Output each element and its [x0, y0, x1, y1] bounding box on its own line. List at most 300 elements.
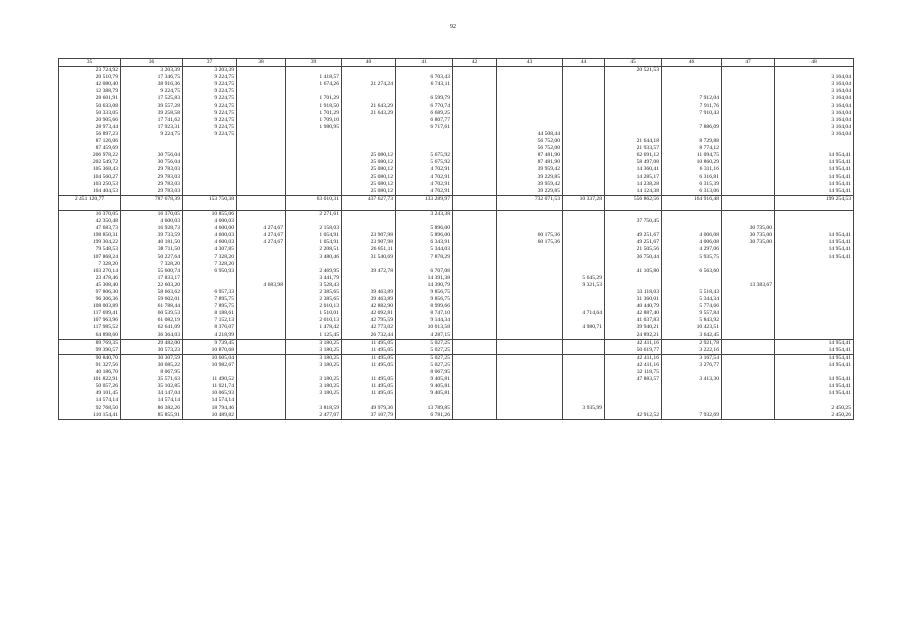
table-cell: 105 368,43	[59, 166, 121, 173]
table-cell: 10 013,58	[396, 324, 453, 331]
table-cell	[775, 145, 854, 152]
table-cell: 4 600,03	[183, 232, 237, 239]
table-cell	[563, 254, 605, 261]
table-cell	[563, 110, 605, 117]
table-cell: 9 405,81	[396, 383, 453, 390]
table-cell	[605, 225, 662, 232]
table-cell: 30 735,00	[722, 225, 775, 232]
column-header: 43	[497, 59, 563, 67]
table-cell: 50 633,08	[59, 103, 121, 110]
table-cell	[662, 81, 722, 88]
table-cell: 6 316,81	[662, 174, 722, 181]
table-cell: 44 508,44	[497, 131, 563, 138]
table-cell: 50 227,64	[121, 254, 183, 261]
table-cell	[605, 131, 662, 138]
table-cell: 20 510,79	[59, 74, 121, 81]
page-number: 92	[450, 24, 456, 30]
table-row	[59, 405, 854, 412]
table-cell	[497, 362, 563, 369]
table-cell: 6 311,16	[662, 166, 722, 173]
table-cell	[497, 203, 563, 211]
table-cell	[497, 225, 563, 232]
table-cell: 42 411,16	[605, 362, 662, 369]
table-cell: 2 208,51	[286, 246, 342, 253]
table-cell: 4 274,67	[237, 239, 286, 246]
table-cell: 87 481,90	[497, 159, 563, 166]
table-cell	[183, 145, 237, 152]
table-row	[59, 225, 854, 232]
table-cell: 87 481,90	[497, 152, 563, 159]
table-cell: 4 297,06	[662, 246, 722, 253]
table-cell	[237, 218, 286, 225]
table-cell	[722, 310, 775, 317]
table-cell: 61 788,44	[121, 303, 183, 310]
table-cell: 11 021,74	[183, 383, 237, 390]
table-cell: 3 222,16	[662, 347, 722, 355]
table-cell: 29 783,03	[121, 166, 183, 173]
table-cell: 3 243,38	[396, 210, 453, 218]
table-cell	[563, 218, 605, 225]
table-cell	[453, 159, 497, 166]
table-cell: 2 385,65	[286, 289, 342, 296]
table-cell	[497, 289, 563, 296]
table-cell: 39 959,42	[497, 166, 563, 173]
table-cell: 7 895,75	[183, 296, 237, 303]
table-cell	[497, 88, 563, 95]
table-cell	[237, 124, 286, 131]
table-cell	[722, 159, 775, 166]
table-cell: 110 154,41	[59, 412, 121, 420]
table-cell: 8 747,10	[396, 310, 453, 317]
table-cell: 6 807,77	[396, 117, 453, 124]
table-cell: 24 892,21	[605, 332, 662, 340]
table-cell: 2 451 120,77	[59, 195, 121, 203]
table-cell	[662, 210, 722, 218]
table-cell: 732 071,53	[497, 195, 563, 203]
table-cell	[563, 390, 605, 397]
table-cell: 3 164,04	[775, 103, 854, 110]
table-cell: 6 703,43	[396, 74, 453, 81]
table-cell	[183, 203, 237, 211]
table-cell	[722, 95, 775, 102]
table-cell: 14 954,41	[775, 181, 854, 188]
table-cell: 4 274,67	[237, 225, 286, 232]
table-cell: 30 685,22	[121, 362, 183, 369]
table-cell	[453, 145, 497, 152]
table-cell	[453, 74, 497, 81]
table-cell: 16 370,05	[121, 210, 183, 218]
table-cell	[563, 124, 605, 131]
table-cell: 56 897,23	[59, 131, 121, 138]
table-cell: 64 898,60	[59, 332, 121, 340]
table-cell: 4 307,85	[183, 246, 237, 253]
table-cell: 38 916,36	[121, 81, 183, 88]
table-cell	[775, 210, 854, 218]
table-cell	[183, 174, 237, 181]
table-cell	[497, 67, 563, 75]
table-cell	[237, 405, 286, 412]
table-cell	[563, 203, 605, 211]
table-cell: 9 224,75	[183, 110, 237, 117]
table-cell	[722, 117, 775, 124]
table-cell: 3 413,30	[662, 376, 722, 383]
table-cell	[453, 95, 497, 102]
table-cell	[237, 268, 286, 275]
table-cell	[453, 246, 497, 253]
table-cell	[775, 397, 854, 404]
table-row	[59, 317, 854, 324]
table-cell	[775, 369, 854, 376]
table-cell	[497, 390, 563, 397]
table-cell: 1 709,10	[286, 117, 342, 124]
table-cell: 3 164,04	[775, 95, 854, 102]
table-cell: 3 164,04	[775, 131, 854, 138]
table-cell	[342, 117, 396, 124]
table-cell: 16 370,05	[59, 210, 121, 218]
table-cell	[237, 261, 286, 268]
table-cell	[775, 268, 854, 275]
table-cell	[237, 310, 286, 317]
table-cell	[722, 124, 775, 131]
table-cell: 17 741,62	[121, 117, 183, 124]
table-cell	[396, 88, 453, 95]
table-cell: 39 463,89	[342, 289, 396, 296]
table-row	[59, 390, 854, 397]
table-cell	[342, 218, 396, 225]
table-cell: 50 619,77	[605, 347, 662, 355]
table-cell: 14 574,14	[121, 397, 183, 404]
table-cell	[453, 390, 497, 397]
table-cell: 10 337,28	[563, 195, 605, 203]
table-cell: 5 675,92	[396, 152, 453, 159]
table-cell	[563, 232, 605, 239]
table-cell: 87 126,06	[59, 138, 121, 145]
table-cell: 14 954,41	[775, 383, 854, 390]
table-cell	[286, 138, 342, 145]
table-cell: 5 027,25	[396, 354, 453, 362]
table-cell	[563, 296, 605, 303]
table-cell	[605, 124, 662, 131]
table-cell	[662, 275, 722, 282]
table-cell	[722, 296, 775, 303]
table-cell	[453, 347, 497, 355]
table-cell	[237, 74, 286, 81]
table-cell	[237, 145, 286, 152]
table-cell	[237, 131, 286, 138]
table-cell	[563, 383, 605, 390]
table-cell: 25 080,12	[342, 174, 396, 181]
table-cell	[396, 67, 453, 75]
table-cell	[563, 246, 605, 253]
table-cell	[237, 210, 286, 218]
table-cell	[662, 67, 722, 75]
table-cell: 7 328,20	[183, 254, 237, 261]
table-cell: 21 274,24	[342, 81, 396, 88]
table-cell: 41 037,83	[605, 317, 662, 324]
table-cell	[237, 181, 286, 188]
table-cell: 29 783,03	[121, 174, 183, 181]
table-cell: 6 689,25	[396, 110, 453, 117]
table-cell	[722, 103, 775, 110]
table-row	[59, 354, 854, 362]
table-cell: 90 840,70	[59, 354, 121, 362]
table-cell: 28 601,91	[59, 95, 121, 102]
table-row	[59, 145, 854, 152]
table-row	[59, 303, 854, 310]
table-cell	[453, 317, 497, 324]
table-cell	[605, 405, 662, 412]
table-cell	[453, 376, 497, 383]
table-cell	[722, 303, 775, 310]
table-cell	[775, 138, 854, 145]
table-cell: 9 321,53	[563, 282, 605, 289]
table-cell: 23 907,98	[342, 239, 396, 246]
table-cell	[497, 354, 563, 362]
table-cell	[722, 324, 775, 331]
table-cell: 29 482,00	[121, 339, 183, 347]
table-cell: 3 180,25	[286, 347, 342, 355]
table-cell	[722, 254, 775, 261]
table-cell	[563, 317, 605, 324]
table-cell	[453, 174, 497, 181]
table-cell: 50 333,05	[59, 110, 121, 117]
table-cell: 21 933,57	[605, 145, 662, 152]
table-cell: 42 411,16	[605, 354, 662, 362]
table-cell: 6 315,39	[662, 181, 722, 188]
table-cell: 14 954,41	[775, 254, 854, 261]
table-cell: 42 882,90	[342, 303, 396, 310]
table-cell: 14 954,41	[775, 188, 854, 196]
table-cell: 14 954,41	[775, 339, 854, 347]
table-row	[59, 254, 854, 261]
table-cell: 6 563,60	[662, 268, 722, 275]
table-cell: 6 599,79	[396, 95, 453, 102]
table-cell: 14 954,41	[775, 174, 854, 181]
table-cell: 9 856,75	[396, 296, 453, 303]
table-cell: 25 080,12	[342, 188, 396, 196]
column-header: 38	[237, 59, 286, 67]
table-cell: 14 391,38	[396, 275, 453, 282]
table-cell: 7 910,43	[662, 110, 722, 117]
table-cell: 7 912,04	[662, 95, 722, 102]
table-cell: 42 773,02	[342, 324, 396, 331]
table-row	[59, 124, 854, 131]
table-cell: 86 382,26	[121, 405, 183, 412]
table-cell: 39 229,85	[497, 174, 563, 181]
table-cell	[237, 110, 286, 117]
table-cell: 11 490,52	[183, 376, 237, 383]
table-cell	[396, 397, 453, 404]
table-cell: 34 147,04	[121, 390, 183, 397]
table-cell	[775, 275, 854, 282]
table-cell	[722, 203, 775, 211]
table-cell: 6 743,11	[396, 81, 453, 88]
table-cell: 11 495,05	[342, 354, 396, 362]
table-cell: 8 729,88	[662, 138, 722, 145]
table-cell	[563, 103, 605, 110]
table-cell	[497, 412, 563, 420]
table-cell: 14 954,41	[775, 166, 854, 173]
table-cell	[453, 188, 497, 196]
table-cell: 62 691,12	[605, 152, 662, 159]
table-cell: 39 463,89	[342, 296, 396, 303]
table-cell	[342, 225, 396, 232]
table-cell: 21 643,29	[342, 103, 396, 110]
table-cell	[662, 117, 722, 124]
table-cell	[121, 203, 183, 211]
column-header: 42	[453, 59, 497, 67]
table-cell: 4 600,00	[183, 225, 237, 232]
table-cell	[662, 203, 722, 211]
table-cell	[453, 81, 497, 88]
table-cell: 9 224,75	[183, 95, 237, 102]
table-cell	[453, 117, 497, 124]
table-cell	[662, 397, 722, 404]
table-cell: 18 794,46	[183, 405, 237, 412]
table-row	[59, 369, 854, 376]
table-cell	[722, 347, 775, 355]
table-cell	[237, 303, 286, 310]
table-cell	[453, 383, 497, 390]
table-cell	[563, 95, 605, 102]
table-cell: 164 916,48	[662, 195, 722, 203]
table-cell: 7 886,09	[662, 124, 722, 131]
table-cell: 14 954,41	[775, 347, 854, 355]
table-cell	[722, 88, 775, 95]
table-cell	[497, 81, 563, 88]
table-cell: 5 843,92	[662, 317, 722, 324]
table-cell: 8 376,07	[183, 324, 237, 331]
table-cell	[342, 275, 396, 282]
table-cell: 7 932,69	[662, 412, 722, 420]
table-cell	[286, 67, 342, 75]
table-cell: 45 308,40	[59, 282, 121, 289]
table-cell	[342, 74, 396, 81]
table-cell	[775, 225, 854, 232]
table-cell	[563, 412, 605, 420]
table-cell: 7 328,20	[183, 261, 237, 268]
table-cell: 3 180,25	[286, 339, 342, 347]
table-cell	[497, 347, 563, 355]
table-row	[59, 296, 854, 303]
table-cell: 2 010,13	[286, 317, 342, 324]
table-cell	[563, 303, 605, 310]
table-cell	[237, 195, 286, 203]
table-cell	[722, 188, 775, 196]
table-cell	[497, 397, 563, 404]
table-cell: 3 203,39	[183, 67, 237, 75]
table-cell	[453, 124, 497, 131]
table-cell	[342, 261, 396, 268]
table-cell: 5 027,25	[396, 362, 453, 369]
table-cell	[396, 261, 453, 268]
table-row	[59, 397, 854, 404]
table-cell	[237, 166, 286, 173]
table-cell: 7 152,13	[183, 317, 237, 324]
table-cell: 2 469,95	[286, 268, 342, 275]
table-cell	[497, 74, 563, 81]
table-cell	[286, 159, 342, 166]
table-cell	[563, 239, 605, 246]
table-cell: 42 092,81	[342, 310, 396, 317]
table-cell	[183, 152, 237, 159]
table-cell	[237, 332, 286, 340]
table-row	[59, 181, 854, 188]
table-cell: 10 423,51	[662, 324, 722, 331]
table-cell: 2 450,25	[775, 405, 854, 412]
table-cell: 14 954,41	[775, 246, 854, 253]
table-cell: 17 525,83	[121, 95, 183, 102]
table-cell: 9 224,75	[183, 81, 237, 88]
table-cell	[563, 152, 605, 159]
table-cell	[453, 303, 497, 310]
table-row	[59, 246, 854, 253]
table-cell: 3 167,54	[662, 354, 722, 362]
table-cell	[237, 188, 286, 196]
column-header: 39	[286, 59, 342, 67]
table-cell	[183, 369, 237, 376]
table-cell	[563, 289, 605, 296]
table-cell: 3 180,25	[286, 376, 342, 383]
table-cell: 23 478,46	[59, 275, 121, 282]
table-cell	[722, 268, 775, 275]
table-cell: 10 860,29	[662, 159, 722, 166]
table-cell	[722, 218, 775, 225]
table-cell	[497, 218, 563, 225]
table-cell: 3 180,25	[286, 362, 342, 369]
table-cell	[605, 81, 662, 88]
table-cell	[775, 218, 854, 225]
table-cell	[497, 95, 563, 102]
table-cell	[497, 324, 563, 331]
table-cell	[396, 138, 453, 145]
table-cell: 2 450,26	[775, 412, 854, 420]
table-cell: 50 057,26	[59, 383, 121, 390]
table-cell	[605, 117, 662, 124]
table-cell: 3 203,39	[121, 67, 183, 75]
table-cell: 199 254,53	[775, 195, 854, 203]
table-cell: 437 627,73	[342, 195, 396, 203]
table-cell	[497, 383, 563, 390]
table-cell	[237, 67, 286, 75]
table-cell: 9 557,84	[662, 310, 722, 317]
table-cell: 49 979,36	[342, 405, 396, 412]
table-cell: 133 289,97	[396, 195, 453, 203]
table-cell: 4 006,08	[662, 232, 722, 239]
table-cell: 39 258,58	[121, 110, 183, 117]
table-row	[59, 138, 854, 145]
table-cell: 42 411,16	[605, 339, 662, 347]
table-cell: 4 600,03	[183, 218, 237, 225]
table-cell: 36 750,44	[605, 254, 662, 261]
table-cell: 3 164,04	[775, 110, 854, 117]
table-cell	[286, 166, 342, 173]
table-row	[59, 174, 854, 181]
table-cell: 9 224,75	[183, 117, 237, 124]
table-cell	[237, 81, 286, 88]
table-row	[59, 131, 854, 138]
table-cell	[605, 210, 662, 218]
table-cell: 1 054,91	[286, 232, 342, 239]
table-cell: 9 224,75	[183, 88, 237, 95]
table-cell: 21 505,56	[605, 246, 662, 253]
table-cell	[605, 88, 662, 95]
table-cell	[722, 369, 775, 376]
table-cell: 6 313,06	[662, 188, 722, 196]
table-cell	[237, 354, 286, 362]
table-row	[59, 81, 854, 88]
table-cell	[453, 131, 497, 138]
